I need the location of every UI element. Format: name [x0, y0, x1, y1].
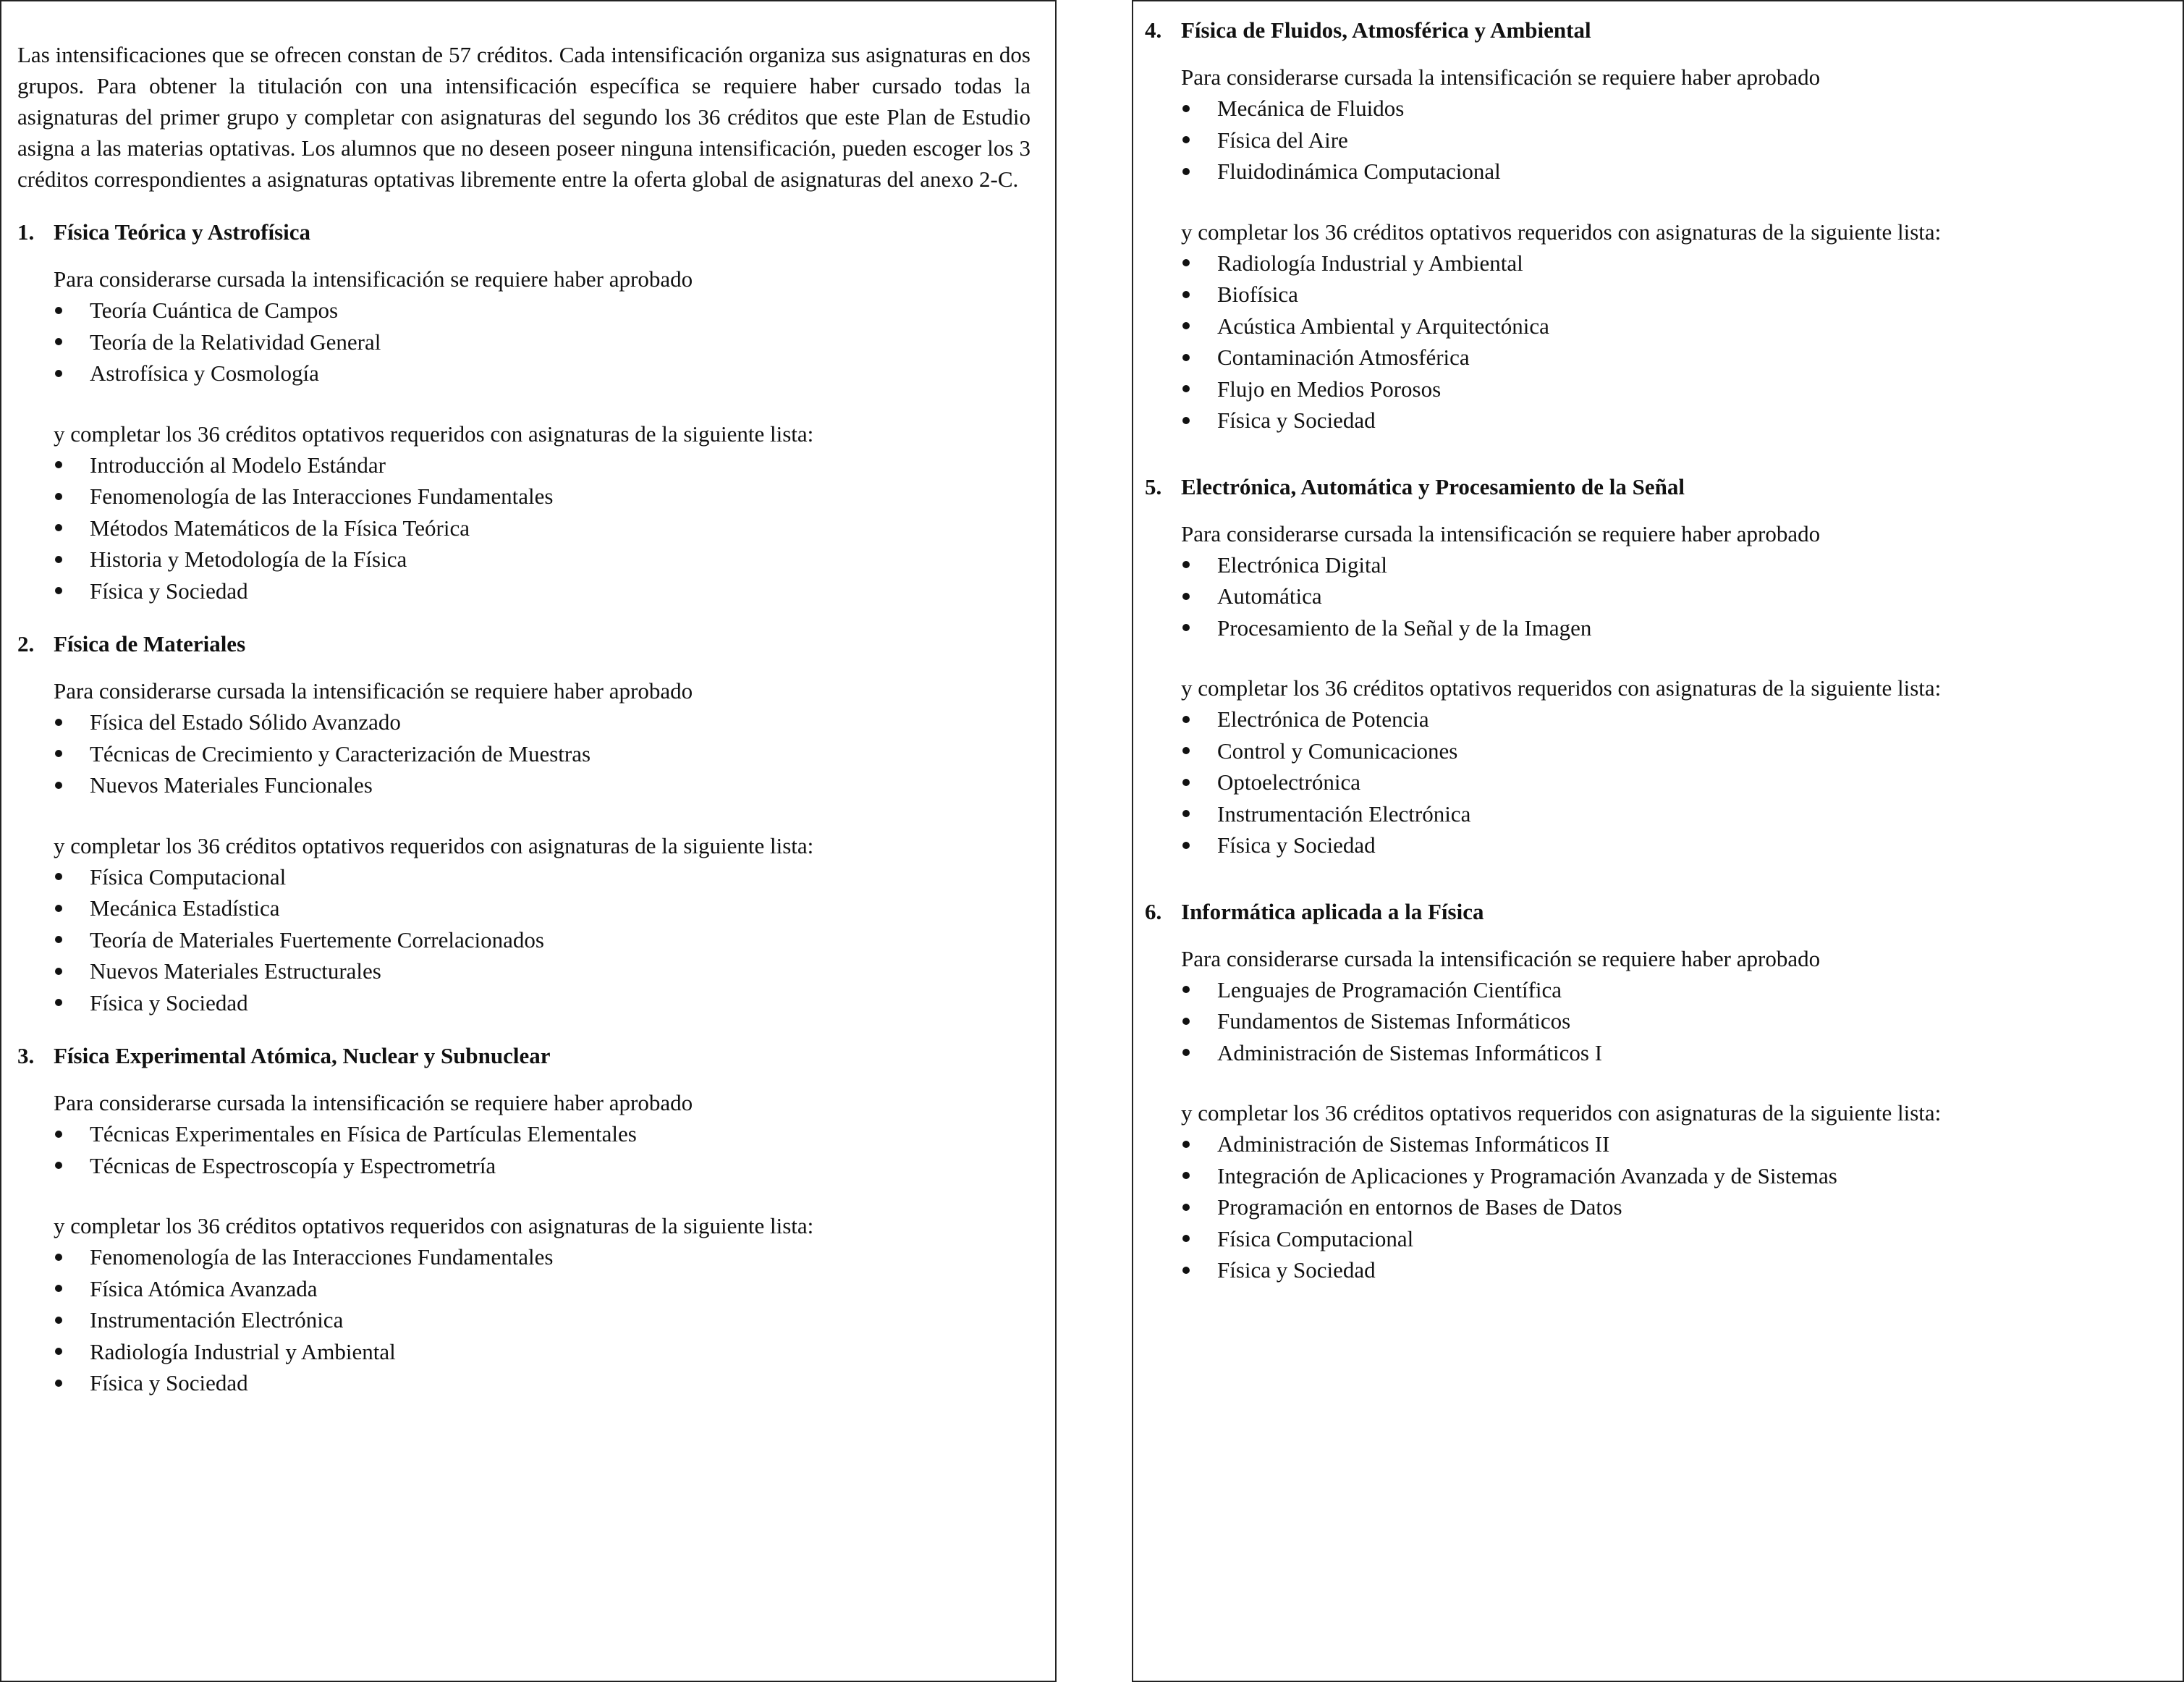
optional-intro: y completar los 36 créditos optativos requeridos con asignaturas de la siguiente lista: — [1181, 1100, 1942, 1126]
list-item — [54, 955, 1039, 987]
bullet-icon — [1182, 561, 1190, 568]
list-item — [1181, 124, 2167, 156]
list-item — [54, 1367, 1039, 1399]
bullet-icon — [1182, 259, 1190, 266]
required-list — [1181, 974, 2167, 1069]
bullet-icon — [1182, 168, 1190, 175]
section-title: Física de Materiales — [54, 631, 246, 656]
required-intro: Para considerarse cursada la intensificación se requiere haber aprobado — [54, 266, 693, 292]
list-item — [1181, 549, 2167, 581]
section-title: Física Teórica y Astrofísica — [54, 219, 311, 245]
bullet-icon — [1182, 322, 1190, 329]
bullet-icon — [55, 1285, 62, 1292]
required-intro: Para considerarse cursada la intensificación se requiere haber aprobado — [1181, 945, 1821, 971]
bullet-icon — [1182, 810, 1190, 817]
section-number: 1. — [17, 219, 35, 245]
optional-intro: y completar los 36 créditos optativos requeridos con asignaturas de la siguiente lista: — [54, 421, 814, 447]
list-item-text: Mecánica de Fluidos — [1217, 96, 1405, 121]
required-group — [54, 1087, 1039, 1181]
list-item — [54, 1273, 1039, 1305]
bullet-icon — [55, 338, 62, 345]
bullet-icon — [55, 461, 62, 468]
optional-group — [54, 1210, 1039, 1399]
list-item-text: Control y Comunicaciones — [1217, 738, 1458, 764]
bullet-icon — [1182, 291, 1190, 298]
optional-intro: y completar los 36 créditos optativos requeridos con asignaturas de la siguiente lista: — [54, 1213, 814, 1238]
required-list — [1181, 549, 2167, 644]
list-item — [1181, 405, 2167, 436]
list-item-text: Técnicas Experimentales en Física de Partículas Elementales — [90, 1121, 637, 1146]
list-item-text: Nuevos Materiales Estructurales — [90, 958, 381, 984]
list-item-text: Radiología Industrial y Ambiental — [1217, 250, 1523, 276]
list-item — [54, 861, 1039, 893]
list-item — [1181, 1160, 2167, 1192]
list-item — [54, 1150, 1039, 1182]
bullet-icon — [1182, 1172, 1190, 1179]
required-group — [1181, 518, 2167, 644]
list-item — [1181, 311, 2167, 342]
section-heading — [17, 628, 1039, 659]
required-group — [54, 263, 1039, 389]
required-list — [1181, 93, 2167, 187]
list-item-text: Procesamiento de la Señal y de la Imagen — [1217, 615, 1592, 641]
intensification-section — [1145, 896, 2167, 1286]
list-item — [1181, 279, 2167, 311]
list-item — [54, 1304, 1039, 1336]
list-item — [54, 738, 1039, 770]
list-item-text: Electrónica de Potencia — [1217, 706, 1429, 732]
list-item-text: Programación en entornos de Bases de Datos — [1217, 1194, 1622, 1220]
list-item — [1181, 1223, 2167, 1255]
bullet-icon — [55, 587, 62, 594]
optional-group — [54, 830, 1039, 1019]
list-item-text: Instrumentación Electrónica — [90, 1307, 344, 1333]
list-item-text: Física y Sociedad — [1217, 1257, 1376, 1283]
required-group — [1181, 943, 2167, 1069]
list-item — [54, 326, 1039, 358]
section-heading — [1145, 896, 2167, 927]
list-item — [54, 987, 1039, 1019]
section-number: 4. — [1145, 17, 1162, 43]
optional-list — [54, 1241, 1039, 1399]
intensification-section — [1145, 14, 2167, 436]
section-heading — [17, 216, 1039, 248]
list-item-text: Optoelectrónica — [1217, 769, 1360, 795]
list-item — [54, 295, 1039, 326]
required-group — [54, 675, 1039, 801]
list-item-text: Biofísica — [1217, 282, 1298, 307]
list-item-text: Física y Sociedad — [90, 578, 248, 604]
optional-intro: y completar los 36 créditos optativos requeridos con asignaturas de la siguiente lista: — [54, 832, 814, 858]
list-item — [1181, 1005, 2167, 1037]
list-item-text: Teoría de Materiales Fuertemente Correlacionados — [90, 926, 544, 953]
bullet-icon — [1182, 1049, 1190, 1056]
bullet-icon — [1182, 593, 1190, 600]
bullet-icon — [55, 1254, 62, 1261]
section-number: 2. — [17, 631, 35, 656]
bullet-icon — [55, 905, 62, 912]
bullet-icon — [1182, 1018, 1190, 1025]
bullet-icon — [1182, 354, 1190, 361]
list-item-text: Integración de Aplicaciones y Programación Avanzada y de Sistemas — [1217, 1162, 1837, 1188]
bullet-icon — [55, 750, 62, 757]
list-item-text: Física y Sociedad — [1217, 407, 1376, 433]
list-item — [1181, 156, 2167, 187]
list-item-text: Astrofísica y Cosmología — [90, 360, 319, 386]
required-list — [54, 706, 1039, 801]
optional-intro: y completar los 36 créditos optativos requeridos con asignaturas de la siguiente lista: — [1181, 219, 1942, 245]
list-item — [1181, 974, 2167, 1006]
optional-group — [54, 418, 1039, 607]
list-item-text: Fluidodinámica Computacional — [1217, 159, 1501, 184]
bullet-icon — [55, 968, 62, 975]
bullet-icon — [55, 493, 62, 500]
required-intro: Para considerarse cursada la intensificación se requiere haber aprobado — [54, 678, 693, 704]
list-item — [54, 924, 1039, 956]
section-heading — [1145, 14, 2167, 46]
bullet-icon — [1182, 1204, 1190, 1211]
optional-group — [1181, 1097, 2167, 1286]
section-title: Física de Fluidos, Atmosférica y Ambiental — [1181, 17, 1591, 43]
bullet-icon — [1182, 105, 1190, 112]
intensification-section — [1145, 471, 2167, 861]
list-item — [1181, 798, 2167, 830]
bullet-icon — [55, 370, 62, 377]
optional-group — [1181, 216, 2167, 436]
list-item — [1181, 735, 2167, 767]
bullet-icon — [1182, 747, 1190, 754]
required-intro: Para considerarse cursada la intensificación se requiere haber aprobado — [1181, 520, 1821, 546]
list-item — [54, 512, 1039, 544]
list-item-text: Electrónica Digital — [1217, 552, 1387, 578]
left-column-panel — [0, 0, 1057, 1682]
list-item-text: Física del Aire — [1217, 127, 1348, 153]
list-item-text: Administración de Sistemas Informáticos II — [1217, 1131, 1610, 1157]
bullet-icon — [1182, 779, 1190, 786]
bullet-icon — [1182, 136, 1190, 143]
list-item — [1181, 1254, 2167, 1286]
bullet-icon — [1182, 417, 1190, 424]
list-item — [54, 358, 1039, 389]
section-heading — [17, 1040, 1039, 1071]
bullet-icon — [55, 1348, 62, 1355]
bullet-icon — [55, 307, 62, 314]
list-item-text: Introducción al Modelo Estándar — [90, 452, 386, 478]
list-item-text: Fundamentos de Sistemas Informáticos — [1217, 1008, 1571, 1034]
section-title: Informática aplicada a la Física — [1181, 898, 1484, 924]
section-number: 5. — [1145, 473, 1162, 499]
optional-group — [1181, 672, 2167, 861]
list-item-text: Historia y Metodología de la Física — [90, 546, 407, 572]
list-item — [54, 892, 1039, 924]
list-item — [1181, 1037, 2167, 1069]
list-item-text: Física y Sociedad — [1217, 832, 1376, 858]
list-item-text: Técnicas de Espectroscopía y Espectrometría — [90, 1152, 496, 1178]
list-item — [54, 575, 1039, 607]
intensification-section — [17, 1040, 1039, 1399]
list-item — [1181, 612, 2167, 644]
bullet-icon — [55, 1162, 62, 1169]
list-item-text: Física Computacional — [90, 863, 287, 890]
list-item — [1181, 1191, 2167, 1223]
list-item — [1181, 767, 2167, 798]
intensification-section — [17, 216, 1039, 607]
intro-paragraph: Las intensificaciones que se ofrecen constan de 57 créditos. Cada intensificación organiza sus asignaturas en dos grupos. Para obtener la titulación con una intensificación específica se requiere haber cursado todas la asignaturas del primer grupo y completar con asignaturas del segundo los 36 créditos que este Plan de Estudio asigna a las materias optativas. Los alumnos que no deseen poseer ninguna intensificación, pueden escoger los 3 créditos correspondientes a asignaturas optativas libremente entre la oferta global de asignaturas del anexo 2-C. — [17, 42, 1030, 192]
required-intro: Para considerarse cursada la intensificación se requiere haber aprobado — [54, 1090, 693, 1115]
optional-list — [1181, 248, 2167, 436]
list-item-text: Física y Sociedad — [90, 1370, 248, 1395]
list-item-text: Acústica Ambiental y Arquitectónica — [1217, 313, 1549, 339]
list-item-text: Técnicas de Crecimiento y Caracterización de Muestras — [90, 740, 591, 767]
list-item — [54, 769, 1039, 801]
list-item-text: Teoría de la Relatividad General — [90, 329, 381, 355]
list-item — [1181, 829, 2167, 861]
list-item — [54, 706, 1039, 738]
bullet-icon — [1182, 986, 1190, 993]
list-item — [54, 1336, 1039, 1368]
section-title: Electrónica, Automática y Procesamiento de la Señal — [1181, 473, 1685, 499]
bullet-icon — [55, 1380, 62, 1387]
bullet-icon — [55, 999, 62, 1006]
bullet-icon — [1182, 1235, 1190, 1242]
optional-intro: y completar los 36 créditos optativos requeridos con asignaturas de la siguiente lista: — [1181, 675, 1942, 701]
list-item — [54, 449, 1039, 481]
intensification-section — [17, 628, 1039, 1018]
bullet-icon — [1182, 1267, 1190, 1274]
list-item-text: Fenomenología de las Interacciones Fundamentales — [90, 483, 554, 509]
list-item-text: Física Atómica Avanzada — [90, 1275, 318, 1301]
bullet-icon — [55, 782, 62, 789]
required-list — [54, 295, 1039, 389]
right-column-panel — [1132, 0, 2184, 1682]
list-item-text: Radiología Industrial y Ambiental — [90, 1338, 396, 1364]
required-intro: Para considerarse cursada la intensificación se requiere haber aprobado — [1181, 64, 1821, 90]
list-item — [54, 1118, 1039, 1150]
list-item-text: Lenguajes de Programación Científica — [1217, 976, 1562, 1002]
list-item-text: Automática — [1217, 583, 1322, 609]
list-item-text: Física del Estado Sólido Avanzado — [90, 709, 401, 735]
list-item — [54, 481, 1039, 512]
list-item-text: Métodos Matemáticos de la Física Teórica — [90, 515, 470, 541]
bullet-icon — [55, 873, 62, 880]
bullet-icon — [55, 936, 62, 943]
list-item-text: Teoría Cuántica de Campos — [90, 297, 339, 323]
list-item-text: Mecánica Estadística — [90, 895, 280, 921]
list-item-text: Física Computacional — [1217, 1225, 1414, 1251]
optional-list — [54, 861, 1039, 1019]
required-group — [1181, 62, 2167, 187]
bullet-icon — [1182, 842, 1190, 849]
section-number: 3. — [17, 1043, 35, 1068]
bullet-icon — [55, 1131, 62, 1138]
bullet-icon — [1182, 716, 1190, 723]
section-title: Física Experimental Atómica, Nuclear y Subnuclear — [54, 1043, 551, 1068]
list-item-text: Flujo en Medios Porosos — [1217, 376, 1442, 402]
bullet-icon — [1182, 624, 1190, 631]
optional-list — [1181, 1128, 2167, 1286]
bullet-icon — [55, 1317, 62, 1324]
required-list — [54, 1118, 1039, 1181]
list-item — [1181, 373, 2167, 405]
list-item — [1181, 248, 2167, 279]
list-item-text: Fenomenología de las Interacciones Fundamentales — [90, 1244, 554, 1270]
bullet-icon — [1182, 1141, 1190, 1148]
list-item-text: Nuevos Materiales Funcionales — [90, 772, 373, 798]
bullet-icon — [55, 524, 62, 531]
list-item — [54, 544, 1039, 575]
list-item-text: Física y Sociedad — [90, 989, 248, 1015]
bullet-icon — [55, 556, 62, 563]
optional-list — [1181, 704, 2167, 861]
list-item-text: Administración de Sistemas Informáticos I — [1217, 1039, 1603, 1065]
list-item — [1181, 342, 2167, 373]
list-item — [1181, 580, 2167, 612]
list-item — [1181, 93, 2167, 124]
list-item — [54, 1241, 1039, 1273]
list-item — [1181, 1128, 2167, 1160]
section-number: 6. — [1145, 898, 1162, 924]
list-item-text: Instrumentación Electrónica — [1217, 801, 1471, 827]
list-item-text: Contaminación Atmosférica — [1217, 345, 1470, 370]
section-heading — [1145, 471, 2167, 502]
bullet-icon — [55, 719, 62, 726]
optional-list — [54, 449, 1039, 607]
list-item — [1181, 704, 2167, 735]
bullet-icon — [1182, 385, 1190, 392]
